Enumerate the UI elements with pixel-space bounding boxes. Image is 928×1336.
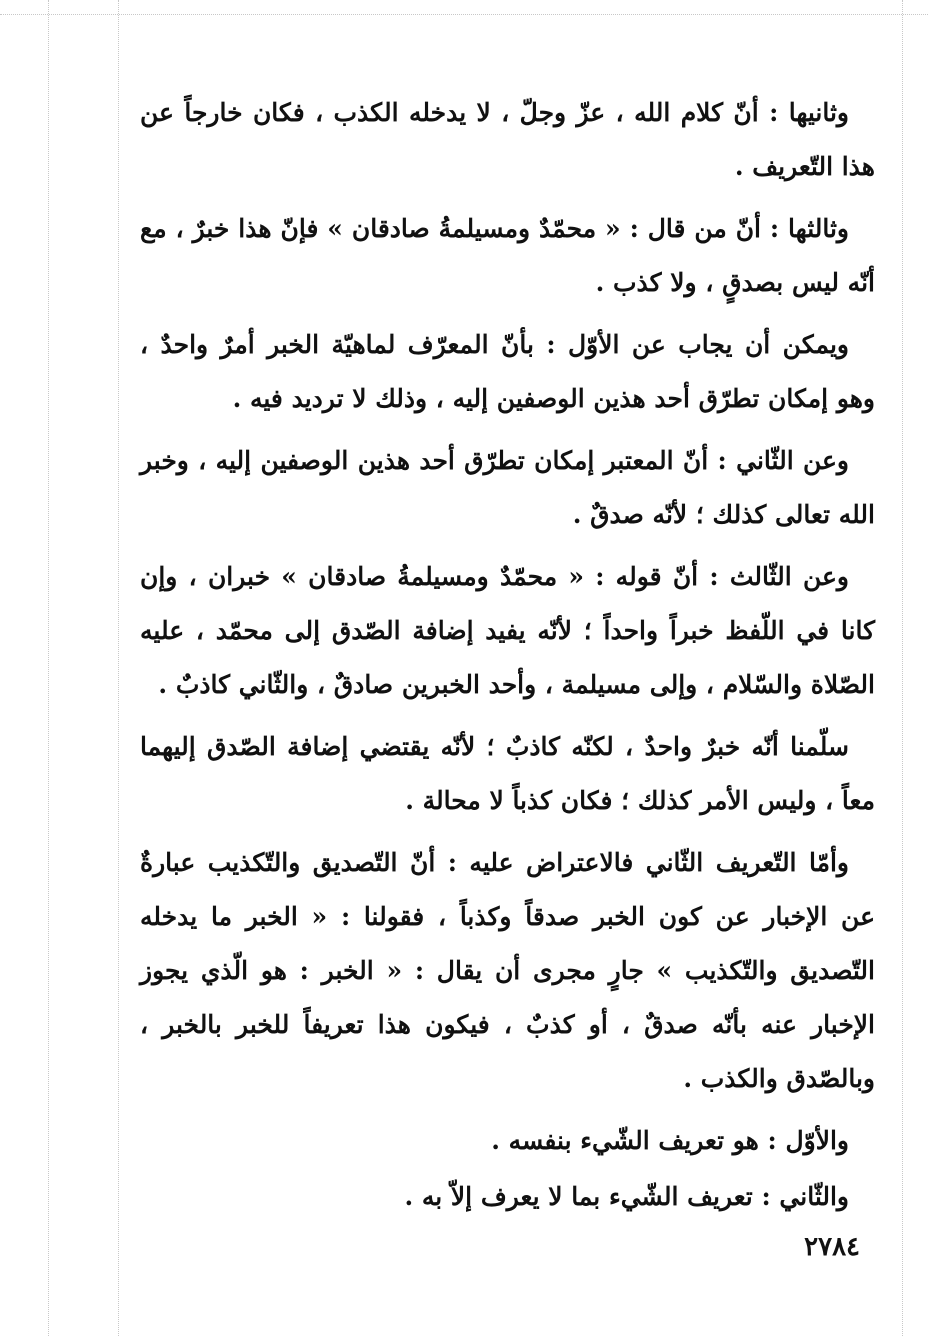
page-number: ٢٧٨٤	[804, 1232, 860, 1262]
body-text	[140, 86, 875, 1226]
paragraph-3: ويمكن أن يجاب عن الأوّل : بأنّ المعرّف لماهيّة الخبر أمرٌ واحدٌ ، وهو إمكان تطرّق أحد هذين الوصفين إليه ، وذلك لا ترديد فيه .	[140, 330, 875, 413]
paragraph-9: والثّاني : تعريف الشّيء بما لا يعرف إلاّ به .	[404, 1182, 849, 1211]
paragraph-8: والأوّل : هو تعريف الشّيء بنفسه .	[491, 1126, 849, 1155]
scan-grid-line	[0, 14, 928, 15]
scan-grid-line	[48, 0, 49, 1336]
paragraph-1: وثانيها : أنّ كلام الله ، عزّ وجلّ ، لا يدخله الكذب ، فكان خارجاً عن هذا التّعريف .	[140, 98, 875, 181]
paragraph-7: وأمّا التّعريف الثّاني فالاعتراض عليه : أنّ التّصديق والتّكذيب عبارةٌ عن الإخبار عن كون الخبر صدقاً وكذباً ، فقولنا : « الخبر ما يدخله التّصديق والتّكذيب » جارٍ مجرى أن يقال : « الخبر : هو الّذي يجوز الإخبار عنه بأنّه صدقٌ ، أو كذبٌ ، فيكون هذا تعريفاً للخبر بالخبر ، وبالصّدق والكذب .	[140, 848, 875, 1093]
scan-grid-line	[902, 0, 903, 1336]
paragraph-6: سلّمنا أنّه خبرٌ واحدٌ ، لكنّه كاذبٌ ؛ لأنّه يقتضي إضافة الصّدق إليهما معاً ، وليس الأمر كذلك ؛ فكان كذباً لا محالة .	[140, 732, 875, 815]
paragraph-4: وعن الثّاني : أنّ المعتبر إمكان تطرّق أحد هذين الوصفين إليه ، وخبر الله تعالى كذلك ؛ لأنّه صدقٌ .	[140, 446, 875, 529]
paragraph-5: وعن الثّالث : أنّ قوله : « محمّدٌ ومسيلمةُ صادقان » خبران ، وإن كانا في اللّفظ خبراً واحداً ؛ لأنّه يفيد إضافة الصّدق إلى محمّد ، عليه الصّلاة والسّلام ، وإلى مسيلمة ، وأحد الخبرين صادقٌ ، والثّاني كاذبٌ .	[140, 562, 875, 699]
paragraph-2: وثالثها : أنّ من قال : « محمّدٌ ومسيلمةُ صادقان » فإنّ هذا خبرٌ ، مع أنّه ليس بصدقٍ ، ولا كذب .	[140, 214, 875, 297]
scan-grid-line	[118, 0, 119, 1336]
